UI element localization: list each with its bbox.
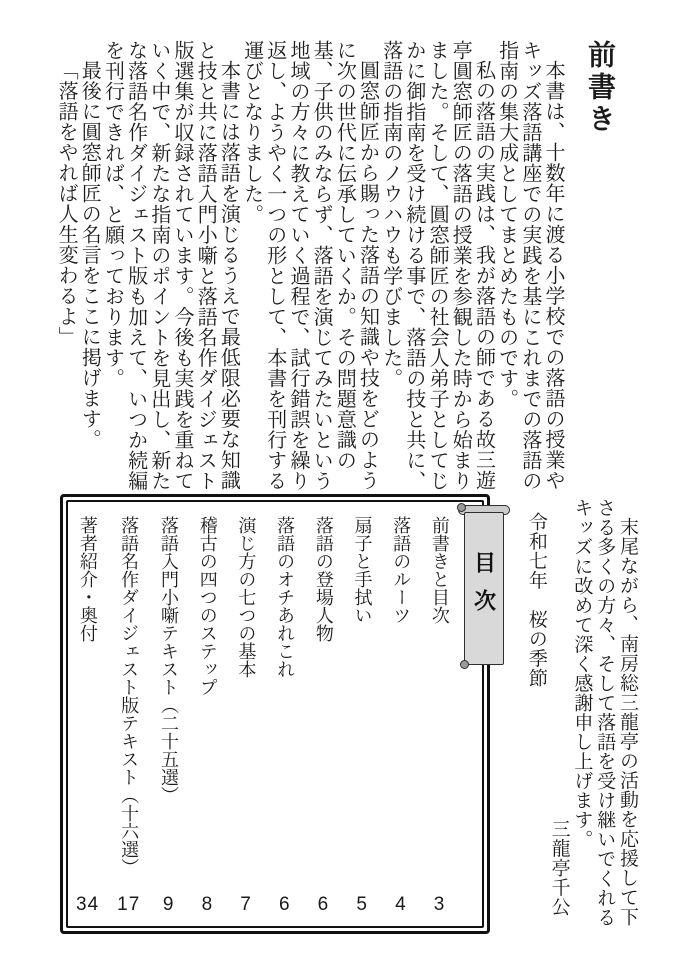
toc-item	[158, 516, 179, 916]
toc-item-title: 扇子と手拭い	[352, 516, 373, 624]
toc-item	[236, 516, 257, 916]
toc-item	[391, 516, 412, 916]
toc-item	[352, 516, 373, 916]
toc-item-title: 落語名作ダイジェスト版テキスト（十六選）	[119, 516, 140, 876]
preface-paragraph-2: 私の落語の実践は、我が落語の師である故三遊亭圓窓師匠の落語の授業を参観した時から始まりました。そして、圓窓師匠の社会人弟子としてじかに御指南を受け続ける事で、落語の技と共に、落語の指南のノウハウも学びました。	[379, 40, 495, 491]
preface-paragraph-5: 最後に圓窓師匠の名言をここに掲げます。	[78, 60, 101, 450]
date-line: 令和七年 桜の季節	[525, 512, 547, 688]
toc-item-title: 落語のオチあれこれ	[275, 516, 296, 678]
toc-item-page-number: 3	[433, 894, 446, 915]
page-title: 前書き	[585, 40, 616, 136]
toc-item	[197, 516, 218, 916]
preface-paragraph-3: 圓窓師匠から賜った落語の知識や技をどのように次の世代に伝承していくか。その問題意識の基、子供のみならず、落語を演じてみたいという地域の方々に教えていく過程で、試行錯誤を繰り返し、ようやく一つの形として、本書を刊行する運びとなりました。	[240, 40, 379, 491]
preface-section	[54, 40, 626, 492]
toc-item	[429, 516, 450, 916]
closing-section	[524, 498, 638, 932]
toc-item	[274, 516, 295, 916]
toc-item-title: 落語の登場人物	[313, 516, 334, 642]
toc-item-page-number: 8	[201, 894, 214, 915]
scroll-body-icon	[464, 512, 504, 665]
closing-paragraph: 末尾ながら、南房総三龍亭の活動を応援して下さる多くの方々、そして落語を受け継いでくれるキッズに改めて深く感謝申し上げます。	[571, 498, 638, 927]
toc-item-page-number: 7	[240, 894, 252, 915]
preface-paragraph-1: 本書は、十数年に渡る小学校での落語の授業やキッズ落語講座での実践を基にこれまでの落語の指南の集大成としてまとめたものです。	[495, 40, 564, 491]
toc-item-page-number: 5	[356, 894, 368, 915]
preface-paragraph-6: 「落語をやれば人生変わるよ」	[55, 60, 78, 347]
toc-item-title: 前書きと目次	[429, 516, 450, 624]
toc-item-title: 著者紹介・奥付	[77, 516, 98, 642]
toc-item-page-number: 4	[395, 894, 407, 915]
toc-item-title: 落語入門小噺テキスト（二十五選）	[159, 516, 179, 804]
toc-item-page-number: 34	[76, 894, 100, 915]
author-signature: 三龍亭千公	[548, 818, 570, 916]
scroll-bottom-knob-icon	[460, 660, 469, 669]
toc-item-page-number: 6	[317, 894, 330, 915]
scroll-top-knob-icon	[457, 503, 466, 512]
toc-inner-frame	[66, 500, 484, 928]
toc-item-page-number: 9	[162, 894, 175, 915]
toc-heading: 目次	[471, 550, 497, 627]
toc-item	[117, 516, 140, 916]
preface-paragraph-4: 本書には落語を演じるうえで最低限必要な知識と技と共に落語入門小噺と落語名作ダイジェスト版選集が収録されています。今後も実践を重ねていく中で、新たな指南のポイントを見出し、新たな落語名作ダイジェスト版も加えて、いつか続編を刊行できれば、と願っております。	[101, 40, 240, 491]
toc-item	[313, 516, 334, 916]
toc-scroll-label	[458, 503, 510, 671]
toc-list	[76, 516, 450, 916]
toc-item	[76, 516, 99, 916]
toc-box	[60, 494, 490, 934]
toc-item-page-number: 6	[278, 894, 291, 915]
toc-item-title: 落語のルーツ	[391, 516, 412, 624]
toc-item-title: 稽古の四つのステップ	[197, 516, 218, 696]
toc-item-page-number: 17	[117, 894, 141, 915]
toc-item-title: 演じ方の七つの基本	[236, 516, 257, 678]
